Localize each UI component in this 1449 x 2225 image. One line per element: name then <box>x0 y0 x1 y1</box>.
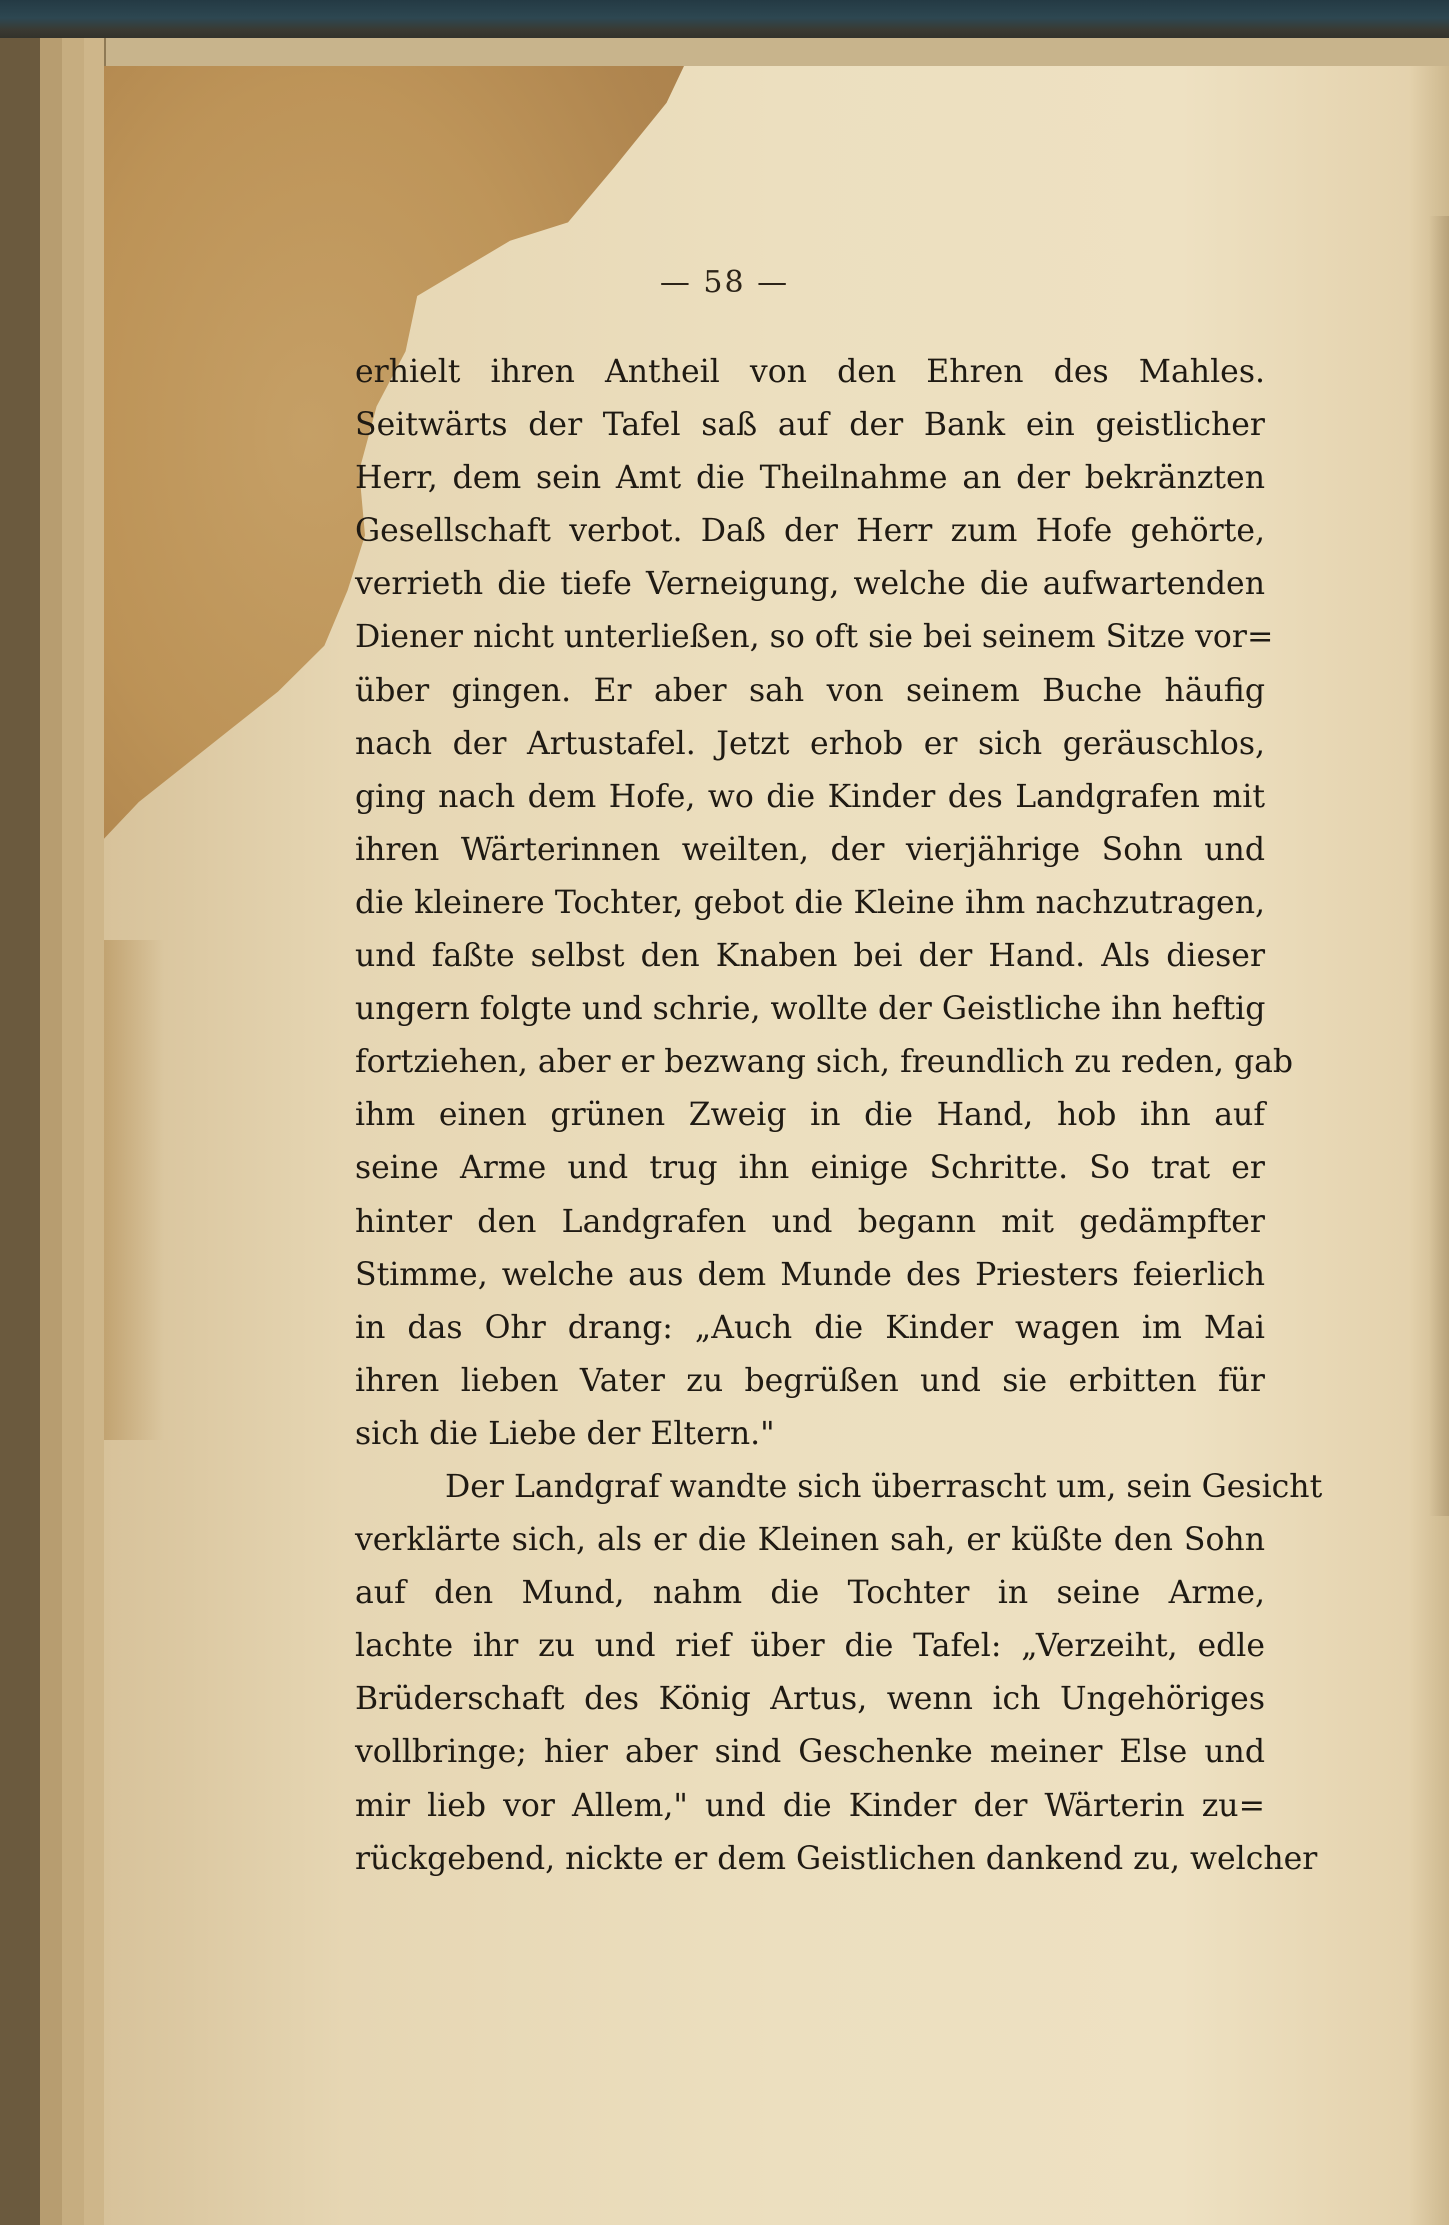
text-line: ging nach dem Hofe, wo die Kinder des Landgrafen mit <box>355 778 1265 815</box>
page-edge <box>62 38 86 2225</box>
text-line: Seitwärts der Tafel saß auf der Bank ein geistlicher <box>355 407 1265 444</box>
page-edge <box>84 38 106 2225</box>
text-line: auf den Mund, nahm die Tochter in seine Arme, <box>355 1575 1265 1612</box>
body-text <box>355 346 1323 1886</box>
water-stain-lower <box>104 940 164 1440</box>
text-line: die kleinere Tochter, gebot die Kleine ihm nachzutragen, <box>355 884 1265 921</box>
text-line: verklärte sich, als er die Kleinen sah, er küßte den Sohn <box>355 1522 1265 1559</box>
text-line: in das Ohr drang: „Auch die Kinder wagen im Mai <box>355 1309 1265 1346</box>
page-edge <box>40 38 64 2225</box>
text-line: Brüderschaft des König Artus, wenn ich Ungehöriges <box>355 1681 1265 1718</box>
text-line: und faßte selbst den Knaben bei der Hand. Als dieser <box>355 938 1265 975</box>
page-number: — 58 — <box>659 265 790 300</box>
text-line: über gingen. Er aber sah von seinem Buche häufig <box>355 672 1265 709</box>
text-line: verrieth die tiefe Verneigung, welche die aufwartenden <box>355 566 1265 603</box>
text-line: sich die Liebe der Eltern." <box>355 1415 775 1452</box>
text-line: mir lieb vor Allem," und die Kinder der Wärterin zu= <box>355 1787 1265 1824</box>
text-line: Gesellschaft verbot. Daß der Herr zum Hofe gehörte, <box>355 513 1265 550</box>
text-line: seine Arme und trug ihn einige Schritte. So trat er <box>355 1150 1265 1187</box>
page-shadow <box>1429 216 1449 1516</box>
text-line: ungern folgte und schrie, wollte der Geistliche ihn heftig <box>355 991 1266 1028</box>
text-line: ihren Wärterinnen weilten, der vierjährige Sohn und <box>355 831 1265 868</box>
text-line: lachte ihr zu und rief über die Tafel: „Verzeiht, edle <box>355 1628 1265 1665</box>
page-edge <box>0 38 42 2225</box>
text-line: Der Landgraf wandte sich überrascht um, sein Gesicht <box>445 1468 1323 1505</box>
text-line: ihm einen grünen Zweig in die Hand, hob ihn auf <box>355 1097 1265 1134</box>
text-line: ihren lieben Vater zu begrüßen und sie erbitten für <box>355 1362 1265 1399</box>
text-line: erhielt ihren Antheil von den Ehren des Mahles. <box>355 354 1265 390</box>
text-line: Herr, dem sein Amt die Theilnahme an der bekränzten <box>355 460 1265 497</box>
text-line: nach der Artustafel. Jetzt erhob er sich geräuschlos, <box>355 725 1265 762</box>
text-line: fortziehen, aber er bezwang sich, freundlich zu reden, gab <box>355 1044 1294 1081</box>
text-line: Stimme, welche aus dem Munde des Priesters feierlich <box>355 1256 1265 1293</box>
text-line: hinter den Landgrafen und begann mit gedämpfter <box>355 1203 1265 1240</box>
text-line: vollbringe; hier aber sind Geschenke meiner Else und <box>355 1734 1265 1771</box>
text-line: Diener nicht unterließen, so oft sie bei seinem Sitze vor= <box>355 619 1274 656</box>
text-line: rückgebend, nickte er dem Geistlichen dankend zu, welcher <box>355 1840 1318 1877</box>
